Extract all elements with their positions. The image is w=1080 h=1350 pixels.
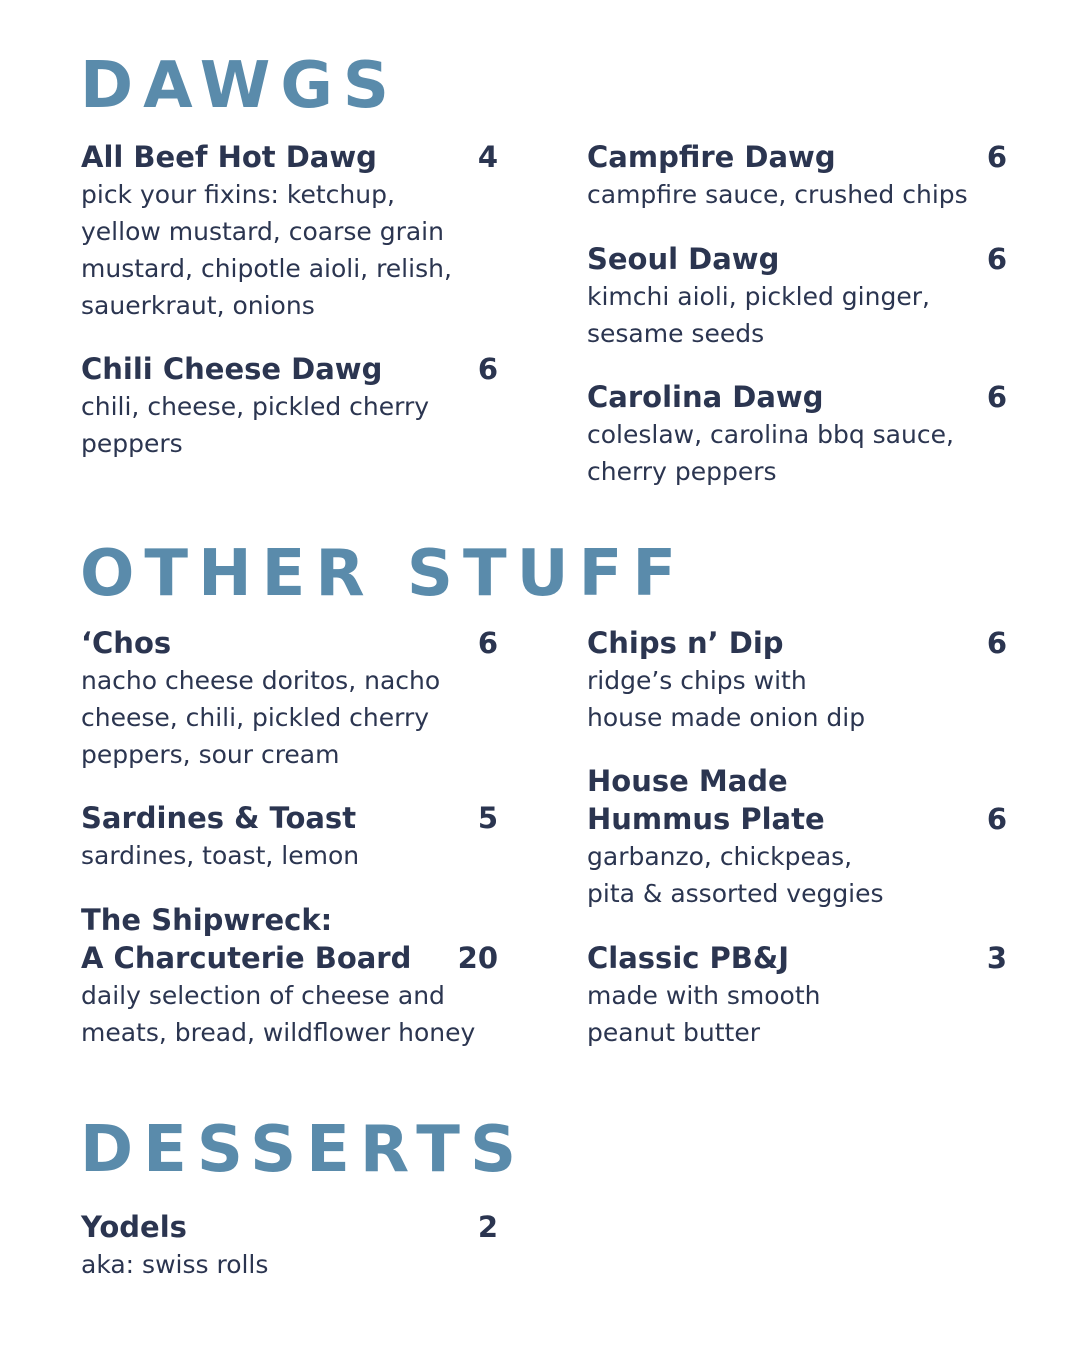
item-description: kimchi aioli, pickled ginger, sesame seeds xyxy=(587,282,930,348)
menu-item-seoul-dawg xyxy=(587,240,1007,352)
item-description: nacho cheese doritos, nacho cheese, chili, pickled cherry peppers, sour cream xyxy=(81,666,441,769)
item-name: Yodels xyxy=(81,1210,187,1244)
item-name: All Beef Hot Dawg xyxy=(81,140,377,174)
section-title-other-stuff: OTHER STUFF xyxy=(80,537,687,611)
item-description: campfire sauce, crushed chips xyxy=(587,180,968,209)
item-description: daily selection of cheese and meats, bread, wildflower honey xyxy=(81,981,476,1047)
menu-item-campfire-dawg xyxy=(587,138,1007,213)
menu-item-hummus-plate xyxy=(587,762,1007,912)
item-price: 4 xyxy=(477,140,498,174)
item-name: ‘Chos xyxy=(81,626,172,660)
menu-item-chips-n-dip xyxy=(587,624,1007,736)
menu-item-chili-cheese-dawg xyxy=(81,350,501,462)
item-name: Chips n’ Dip xyxy=(587,626,784,660)
item-name: The Shipwreck: A Charcuterie Board xyxy=(81,903,412,975)
item-name: Sardines & Toast xyxy=(81,801,357,835)
menu-item-shipwreck xyxy=(81,901,501,1051)
item-price: 6 xyxy=(986,380,1007,414)
item-description: chili, cheese, pickled cherry peppers xyxy=(81,392,430,458)
item-price: 6 xyxy=(477,352,498,386)
item-price: 6 xyxy=(986,802,1007,836)
item-price: 6 xyxy=(986,242,1007,276)
menu-item-chos xyxy=(81,624,501,773)
item-description: pick your fixins: ketchup, yellow mustard, coarse grain mustard, chipotle aioli, relish, sauerkraut, onions xyxy=(81,180,452,320)
item-name: Campfire Dawg xyxy=(587,140,836,174)
item-price: 3 xyxy=(986,941,1007,975)
item-name: Carolina Dawg xyxy=(587,380,824,414)
item-description: made with smooth peanut butter xyxy=(587,981,821,1047)
section-title-desserts: DESSERTS xyxy=(80,1113,527,1187)
section-title-dawgs: DAWGS xyxy=(80,49,399,123)
item-description: aka: swiss rolls xyxy=(81,1250,269,1279)
item-price: 6 xyxy=(477,626,498,660)
menu-item-yodels xyxy=(81,1208,501,1283)
menu-item-sardines-toast xyxy=(81,799,501,874)
item-name: House Made Hummus Plate xyxy=(587,764,825,836)
item-price: 2 xyxy=(477,1210,498,1244)
menu-item-carolina-dawg xyxy=(587,378,1007,490)
item-name: Classic PB&J xyxy=(587,941,789,975)
item-price: 6 xyxy=(986,140,1007,174)
item-description: sardines, toast, lemon xyxy=(81,841,360,870)
item-description: garbanzo, chickpeas, pita & assorted veggies xyxy=(587,842,884,908)
item-description: ridge’s chips with house made onion dip xyxy=(587,666,866,732)
item-description: coleslaw, carolina bbq sauce, cherry peppers xyxy=(587,420,954,486)
menu-item-all-beef-hot-dawg xyxy=(81,138,501,324)
item-price: 5 xyxy=(477,801,498,835)
item-price: 6 xyxy=(986,626,1007,660)
item-name: Seoul Dawg xyxy=(587,242,780,276)
menu-item-classic-pbj xyxy=(587,939,1007,1051)
item-price: 20 xyxy=(457,941,498,975)
item-name: Chili Cheese Dawg xyxy=(81,352,383,386)
